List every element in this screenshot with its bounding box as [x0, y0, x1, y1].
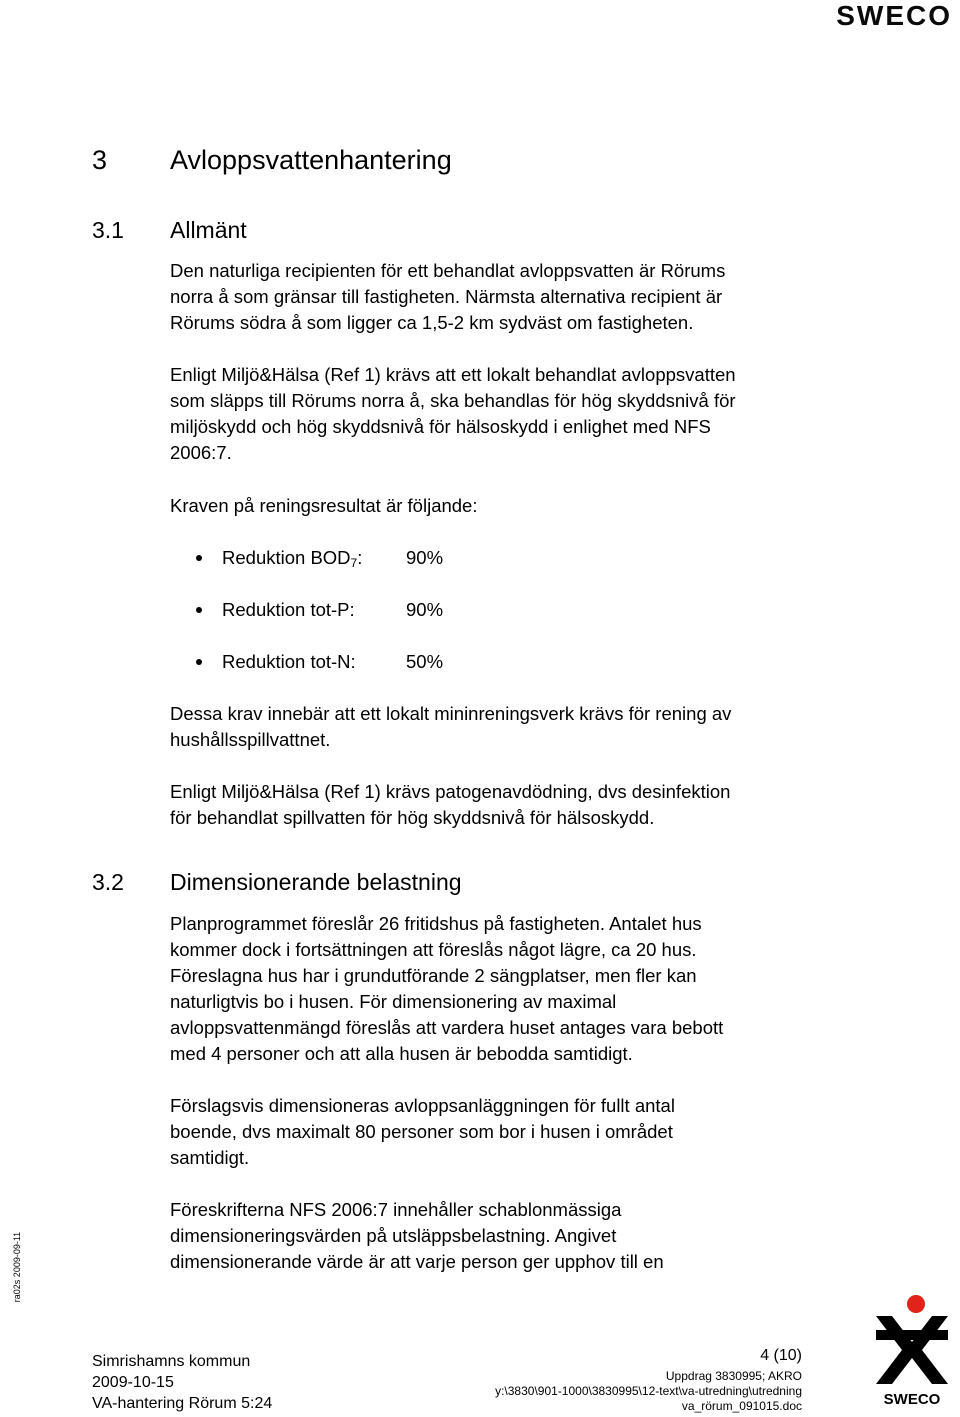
paragraph-treatment [170, 701, 810, 753]
text-line: Den naturliga recipienten för ett behandlat avloppsvatten är Rörums [170, 260, 726, 281]
bullet-label: Reduktion tot-P: [222, 599, 355, 620]
text-line: boende, dvs maximalt 80 personer som bor i husen i området [170, 1121, 673, 1142]
bullet-value: 90% [406, 547, 444, 568]
sweco-logo [872, 1294, 952, 1409]
bullet-icon [196, 659, 202, 665]
text-line: med 4 personer och att alla husen är bebodda samtidigt. [170, 1043, 633, 1064]
paragraph-dimensioning [170, 1093, 810, 1171]
text-line: kommer dock i fortsättningen att föreslås något lägre, ca 20 hus. [170, 939, 697, 960]
text-line: Föreslagna hus har i grundutförande 2 sängplatser, men fler kan [170, 965, 697, 986]
bullet-icon [196, 555, 202, 561]
text-line: Dessa krav innebär att ett lokalt mininreningsverk krävs för rening av [170, 703, 732, 724]
text-line: avloppsvattenmängd föreslås att vardera huset antages vara bebott [170, 1017, 724, 1038]
bullet-label: Reduktion $BOD_7$: [222, 547, 363, 570]
text-line: Enligt Miljö&Hälsa (Ref 1) krävs att ett lokalt behandlat avloppsvatten [170, 364, 736, 385]
text-line: Rörums södra å som ligger ca 1,5-2 km sydväst om fastigheten. [170, 312, 694, 333]
footer-left [92, 1351, 272, 1414]
template-code: ra02s 2009-09-11 [12, 1231, 22, 1303]
text-line: som släpps till Rörums norra å, ska behandlas för hög skyddsnivå för [170, 390, 736, 411]
brand-logo-top: SWECO [836, 0, 952, 31]
text-line: hushållsspillvattnet. [170, 729, 331, 750]
footer-path: y:\3830\901-1000\3830995\12-text\va-utredning\utredning [495, 1384, 802, 1398]
text-line: norra å som gränsar till fastigheten. Närmsta alternativa recipient är [170, 286, 723, 307]
text-line: för behandlat spillvatten för hög skyddsnivå för hälsoskydd. [170, 807, 655, 828]
sweco-logo-figure-icon [872, 1294, 952, 1409]
paragraph-recipient [170, 258, 810, 336]
text-line: samtidigt. [170, 1147, 250, 1168]
text-line: miljöskydd och hög skyddsnivå för hälsoskydd i enlighet med NFS [170, 416, 711, 437]
text-line: dimensioneringsvärden på utsläppsbelastning. Angivet [170, 1225, 617, 1246]
footer-assignment: Uppdrag 3830995; AKRO [665, 1369, 802, 1383]
footer-filename: va_rörum_091015.doc [681, 1399, 802, 1413]
text-line: Förslagsvis dimensioneras avloppsanläggningen för fullt antal [170, 1095, 675, 1116]
paragraph-results-intro: Kraven på reningsresultat är följande: [170, 495, 478, 516]
bullet-icon [196, 607, 202, 613]
footer-right [495, 1369, 802, 1414]
paragraph-regulations [170, 1197, 810, 1275]
paragraph-planprogram [170, 911, 810, 1067]
paragraph-disinfection [170, 779, 810, 831]
bullet-value: 50% [406, 651, 444, 672]
subsection-title: Dimensionerande belastning [170, 869, 462, 895]
subsection-number: 3.2 [92, 869, 124, 895]
page-number: 4 (10) [760, 1347, 802, 1364]
bullet-label: Reduktion tot-N: [222, 651, 356, 672]
footer-date: 2009-10-15 [92, 1374, 174, 1391]
subsection-title: Allmänt [170, 217, 247, 243]
paragraph-requirements [170, 362, 810, 466]
text-line: naturligtvis bo i husen. För dimensionering av maximal [170, 991, 617, 1012]
footer-client: Simrishamns kommun [92, 1353, 251, 1370]
text-line: Föreskrifterna NFS 2006:7 innehåller schablonmässiga [170, 1199, 622, 1220]
text-line: Enligt Miljö&Hälsa (Ref 1) krävs patogenavdödning, dvs desinfektion [170, 781, 731, 802]
text-line: 2006:7. [170, 442, 232, 463]
section-title: Avloppsvattenhantering [170, 145, 452, 175]
bullet-value: 90% [406, 599, 444, 620]
subsection-number: 3.1 [92, 217, 124, 243]
sweco-logo-text: SWECO [883, 1391, 941, 1408]
text-line: dimensionerande värde är att varje person ger upphov till en [170, 1251, 664, 1272]
text-line: Planprogrammet föreslår 26 fritidshus på fastigheten. Antalet hus [170, 913, 702, 934]
footer-project: VA-hantering Rörum 5:24 [92, 1395, 273, 1412]
section-number: 3 [92, 145, 108, 175]
